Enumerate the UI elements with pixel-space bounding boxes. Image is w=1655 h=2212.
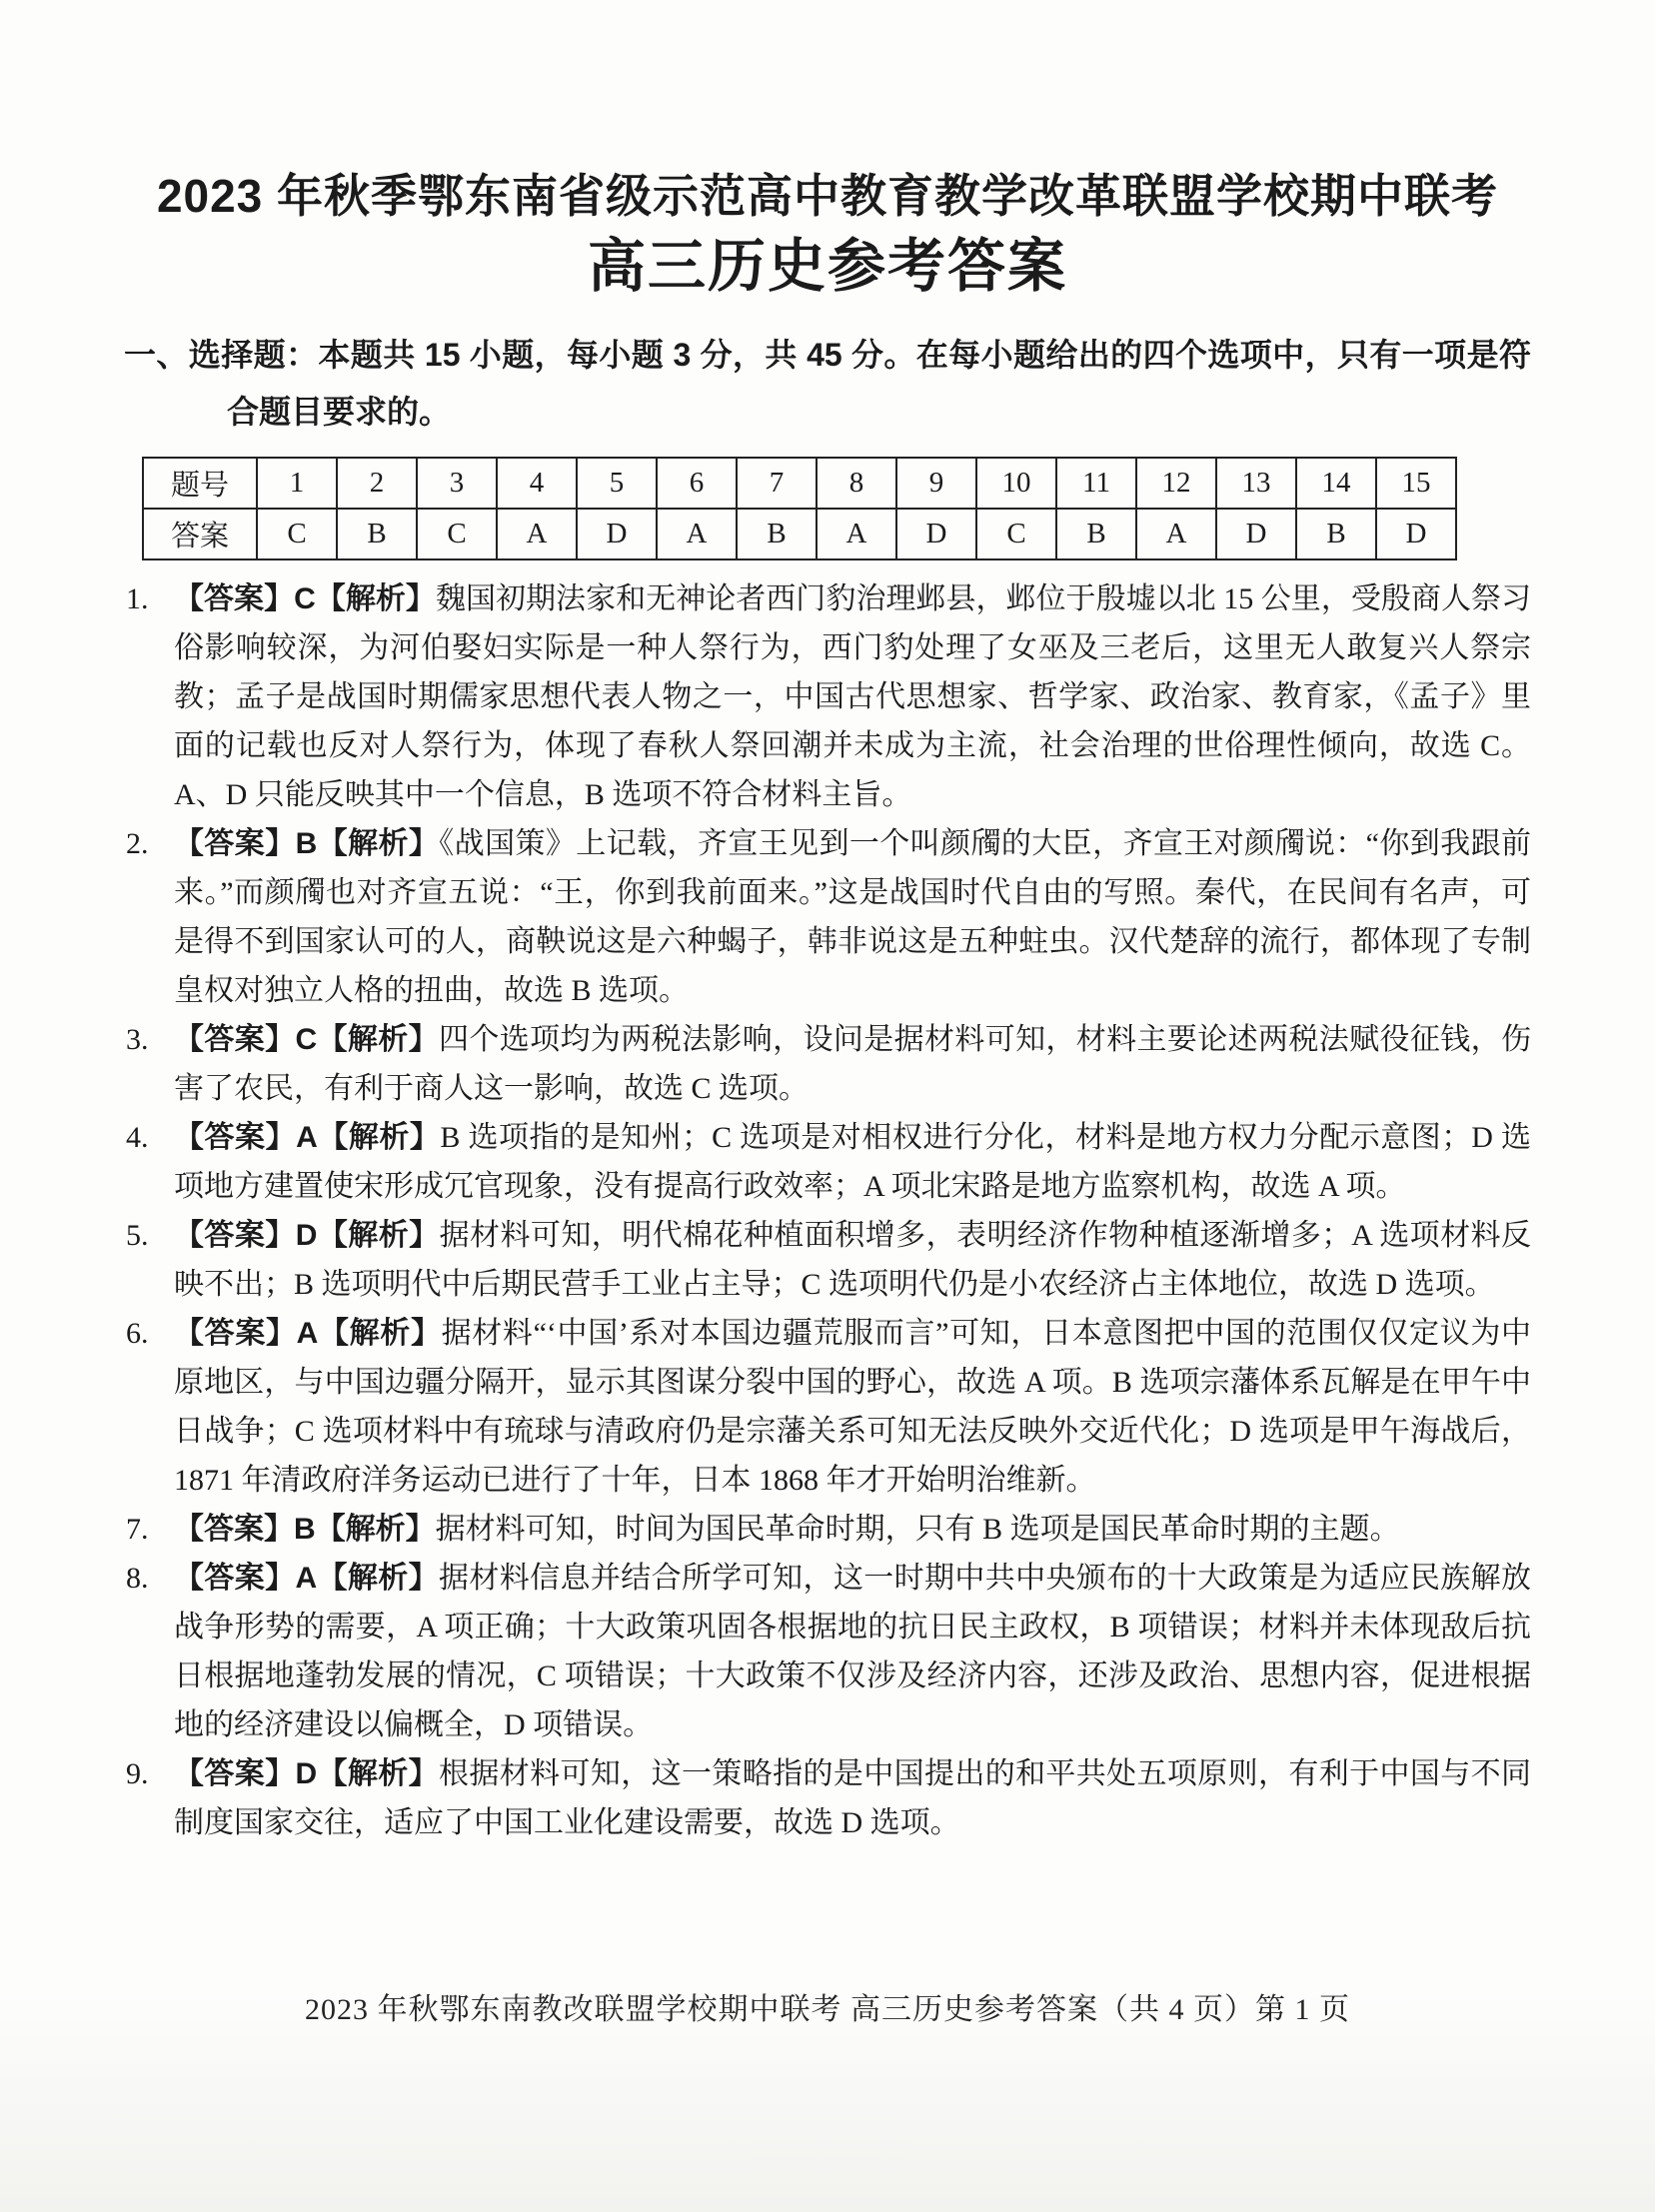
- answer-cell: D: [1376, 509, 1456, 559]
- answer-cell: A: [497, 509, 577, 559]
- answer-table-row-numbers: [143, 458, 1456, 509]
- row-label-question-number: 题号: [143, 458, 257, 509]
- answer-label: 【答案】D【解析】: [174, 1219, 440, 1253]
- question-number-cell: 4: [497, 458, 577, 509]
- document-content: [124, 0, 1531, 1847]
- answer-cell: C: [976, 509, 1056, 559]
- answer-cell: A: [817, 509, 896, 559]
- explanation-item-9: [124, 1749, 1531, 1847]
- answer-table-row-answers: [143, 509, 1456, 559]
- answer-cell: B: [737, 509, 817, 559]
- explanation-item-1: [124, 574, 1531, 819]
- answer-label: 【答案】C【解析】: [174, 582, 436, 616]
- question-number-cell: 3: [417, 458, 497, 509]
- item-number: 2.: [126, 827, 149, 861]
- answer-cell: D: [577, 509, 657, 559]
- question-number-cell: 9: [896, 458, 976, 509]
- explanation-item-6: [124, 1309, 1531, 1505]
- item-number: 8.: [126, 1562, 149, 1596]
- explanation-item-3: [124, 1015, 1531, 1113]
- item-number: 1.: [126, 582, 149, 616]
- section-heading-choice-questions: 一、选择题：本题共 15 小题，每小题 3 分，共 45 分。在每小题给出的四个选项中，只有一项是符合题目要求的。: [124, 337, 1531, 431]
- answer-cell: B: [1056, 509, 1136, 559]
- answer-cell: C: [417, 509, 497, 559]
- document-title: 2023 年秋季鄂东南省级示范高中教育教学改革联盟学校期中联考: [156, 170, 1499, 222]
- question-number-cell: 13: [1216, 458, 1296, 509]
- answer-label: 【答案】B【解析】: [174, 827, 440, 861]
- page-footer: 2023 年秋鄂东南教改联盟学校期中联考 高三历史参考答案（共 4 页）第 1 页: [305, 1993, 1350, 2026]
- item-text: 根据材料可知，这一策略指的是中国提出的和平共处五项原则，有利于中国与不同制度国家交往，适应了中国工业化建设需要，故选 D 选项。: [174, 1757, 1532, 1840]
- item-text: 四个选项均为两税法影响，设问是据材料可知，材料主要论述两税法赋役征钱，伤害了农民，有利于商人这一影响，故选 C 选项。: [174, 1023, 1532, 1106]
- question-number-cell: 8: [817, 458, 896, 509]
- item-number: 7.: [126, 1513, 149, 1547]
- answer-label: 【答案】A【解析】: [174, 1317, 442, 1351]
- question-number-cell: 7: [737, 458, 817, 509]
- question-number-cell: 5: [577, 458, 657, 509]
- item-text: 据材料可知，明代棉花种植面积增多，表明经济作物种植逐渐增多；A 选项材料反映不出；B 选项明代中后期民营手工业占主导；C 选项明代仍是小农经济占主体地位，故选 D 选项。: [174, 1219, 1531, 1302]
- item-text: B 选项指的是知州；C 选项是对相权进行分化，材料是地方权力分配示意图；D 选项地方建置使宋形成冗官现象，没有提高行政效率；A 项北宋路是地方监察机构，故选 A 项。: [174, 1121, 1532, 1204]
- question-number-cell: 1: [257, 458, 337, 509]
- question-number-cell: 6: [657, 458, 737, 509]
- answer-cell: B: [1296, 509, 1376, 559]
- answer-cell: A: [1136, 509, 1216, 559]
- question-number-cell: 12: [1136, 458, 1216, 509]
- item-number: 9.: [126, 1757, 149, 1791]
- answer-label: 【答案】D【解析】: [174, 1757, 440, 1791]
- explanation-list: [124, 574, 1531, 1847]
- answer-cell: D: [896, 509, 976, 559]
- question-number-cell: 15: [1376, 458, 1456, 509]
- explanation-item-2: [124, 819, 1531, 1015]
- explanation-item-4: [124, 1113, 1531, 1211]
- answer-label: 【答案】A【解析】: [174, 1121, 441, 1155]
- item-text: 据材料信息并结合所学可知，这一时期中共中央颁布的十大政策是为适应民族解放战争形势的需要，A 项正确；十大政策巩固各根据地的抗日民主政权，B 项错误；材料并未体现敌后抗日根据地蓬勃发展的情况，C 项错误；十大政策不仅涉及经济内容，还涉及政治、思想内容，促进根据地的经济建设以偏概全，D 项错误。: [174, 1562, 1532, 1742]
- answer-label: 【答案】B【解析】: [174, 1513, 436, 1547]
- explanation-item-7: [124, 1505, 1531, 1554]
- answer-label: 【答案】C【解析】: [174, 1023, 440, 1057]
- answer-table: [142, 457, 1457, 560]
- item-text: 据材料可知，时间为国民革命时期，只有 B 选项是国民革命时期的主题。: [435, 1513, 1400, 1547]
- question-number-cell: 14: [1296, 458, 1376, 509]
- question-number-cell: 2: [337, 458, 417, 509]
- document-subtitle: 高三历史参考答案: [587, 233, 1067, 299]
- item-text: 魏国初期法家和无神论者西门豹治理邺县，邺位于殷墟以北 15 公里，受殷商人祭习俗影响较深，为河伯娶妇实际是一种人祭行为，西门豹处理了女巫及三老后，这里无人敢复兴人祭宗教；孟子是战国时期儒家思想代表人物之一，中国古代思想家、哲学家、政治家、教育家，《孟子》里面的记载也反对人祭行为，体现了春秋人祭回潮并未成为主流，社会治理的世俗理性倾向，故选 C。A、D 只能反映其中一个信息，B 选项不符合材料主旨。: [174, 582, 1531, 812]
- answer-cell: D: [1216, 509, 1296, 559]
- answer-cell: A: [657, 509, 737, 559]
- question-number-cell: 11: [1056, 458, 1136, 509]
- item-number: 4.: [126, 1121, 149, 1155]
- answer-label: 【答案】A【解析】: [174, 1562, 440, 1596]
- item-number: 5.: [126, 1219, 149, 1253]
- item-number: 6.: [126, 1317, 149, 1351]
- row-label-answer: 答案: [143, 509, 257, 559]
- explanation-item-5: [124, 1211, 1531, 1309]
- answer-cell: C: [257, 509, 337, 559]
- answer-cell: B: [337, 509, 417, 559]
- explanation-item-8: [124, 1554, 1531, 1749]
- item-number: 3.: [126, 1023, 149, 1057]
- item-text: 《战国策》上记载，齐宣王见到一个叫颜斶的大臣，齐宣王对颜斶说：“你到我跟前来。”而颜斶也对齐宣五说：“王，你到我前面来。”这是战国时代自由的写照。秦代，在民间有名声，可是得不到国家认可的人，商鞅说这是六种蝎子，韩非说这是五种蛀虫。汉代楚辞的流行，都体现了专制皇权对独立人格的扭曲，故选 B 选项。: [174, 827, 1531, 1008]
- item-text: 据材料“‘中国’系对本国边疆荒服而言”可知，日本意图把中国的范围仅仅定议为中原地区，与中国边疆分隔开，显示其图谋分裂中国的野心，故选 A 项。B 选项宗藩体系瓦解是在甲午中日战争；C 选项材料中有琉球与清政府仍是宗藩关系可知无法反映外交近代化；D 选项是甲午海战后，1871 年清政府洋务运动已进行了十年，日本 1868 年才开始明治维新。: [174, 1317, 1531, 1498]
- question-number-cell: 10: [976, 458, 1056, 509]
